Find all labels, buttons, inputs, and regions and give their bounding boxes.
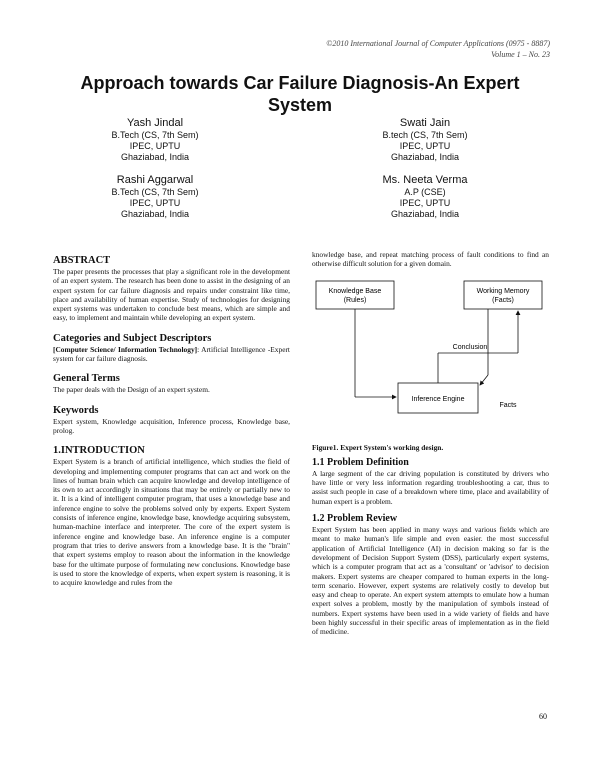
knowledge-base-box (316, 281, 394, 309)
author-block-3 (65, 173, 245, 220)
author-affil-3: Ghaziabad, India (120, 209, 190, 219)
categories-rest: : Artificial Intelligence -Expert system for car failure diagnosis. (53, 344, 290, 364)
page-number: 60 (539, 712, 547, 721)
keywords-heading: Keywords (53, 404, 99, 416)
facts-arrow (480, 375, 488, 385)
general-terms-heading: General Terms (53, 373, 120, 385)
author-block-1 (65, 116, 245, 163)
intro-continued-text: knowledge base, and repeat matching process of fault conditions to find an otherwise difficult solution for a given domain. (312, 250, 549, 269)
author-name: Ms. Neeta Verma (382, 174, 468, 186)
right-column (312, 250, 549, 637)
problem-definition-text: A large segment of the car driving population is constituted by drivers who have little or very less information regarding troubleshooting a car, thus to assist such people in case of a breakdown where time, place and availability of human expert is a problem. (312, 468, 549, 506)
author-affil-2: IPEC, UPTU (129, 198, 181, 208)
categories-bold: [Computer Science/ Information Technology] (53, 344, 198, 354)
author-affil-3: Ghaziabad, India (390, 152, 460, 162)
journal-header (326, 38, 550, 60)
author-affil-2: IPEC, UPTU (129, 141, 181, 151)
abstract-heading: ABSTRACT (53, 255, 111, 266)
knowledge-base-sublabel: (Rules) (343, 296, 367, 304)
paper-title (0, 72, 600, 116)
left-column (53, 254, 290, 587)
conclusion-label: Conclusion (452, 343, 488, 351)
keywords-text: Expert system, Knowledge acquisition, Inference process, Knowledge base, prolog. (53, 416, 290, 435)
author-affil-1: B.Tech (CS, 7th Sem) (111, 130, 199, 140)
working-memory-sublabel: (Facts) (492, 296, 514, 304)
author-affil-1: A.P (CSE) (404, 187, 446, 197)
author-block-4 (335, 173, 515, 220)
general-terms-text: The paper deals with the Design of an expert system. (53, 385, 210, 395)
problem-review-heading: 1.2 Problem Review (312, 513, 398, 525)
author-block-2 (335, 116, 515, 163)
title-line-2: System (267, 95, 333, 115)
intro-heading: 1.INTRODUCTION (53, 445, 145, 457)
facts-label: Facts (499, 401, 517, 409)
categories-text (53, 345, 290, 364)
author-affil-3: Ghaziabad, India (120, 152, 190, 162)
title-line-1: Approach towards Car Failure Diagnosis-An Expert (80, 73, 520, 93)
figure-caption: Figure1. Expert System's working design. (312, 442, 444, 452)
author-affil-1: B.Tech (CS, 7th Sem) (111, 187, 199, 197)
author-name: Rashi Aggarwal (116, 174, 194, 186)
expert-system-diagram (312, 275, 549, 435)
problem-review-text: Expert System has been applied in many ways and various fields which are meant to make human's life simple and even easier. the most successful application of Artificial Intelligence (AI) in decision making so far is the development of Decision Support System (DSS), particularly expert systems, which is a computer program that act as a 'consultant' or 'advisor' to decision makers. Expert systems are cheaper compared to human experts in the long-term scenario. However, expert systems are relatively costly to develop but easy and cheap to operate. An expert system attempts to emulate how a human expert solves a problem, mostly by the manipulation of symbols instead of numbers. Expert systems have been used in a wide variety of fields and have been highly successful in their specific areas of implementation as in the field of medicine. (312, 525, 549, 637)
working-memory-label: Working Memory (476, 287, 530, 295)
problem-definition-heading: 1.1 Problem Definition (312, 456, 409, 468)
inference-engine-label: Inference Engine (411, 395, 465, 403)
categories-heading: Categories and Subject Descriptors (53, 332, 212, 344)
volume-info: Volume 1 – No. 23 (491, 50, 550, 59)
abstract-text: The paper presents the processes that play a significant role in the development of an expert system. The research has been done to assist in the designing of an expert system for car failure diagnosis and repairs under constraint like time, place and availability of human expertise. Study of technologies for designing expert systems was undertaken to conclude best means, which are simple and easy, to implement and maintain while developing an expert system. (53, 267, 290, 323)
knowledge-base-label: Knowledge Base (328, 287, 382, 295)
author-affil-2: IPEC, UPTU (399, 198, 451, 208)
inference-engine-box (398, 383, 478, 413)
author-affil-1: B.tech (CS, 7th Sem) (382, 130, 468, 140)
author-name: Swati Jain (399, 117, 451, 129)
author-affil-2: IPEC, UPTU (399, 141, 451, 151)
working-memory-box (464, 281, 542, 309)
author-name: Yash Jindal (126, 117, 184, 129)
journal-name: ©2010 International Journal of Computer Applications (0975 - 8887) (326, 39, 550, 48)
author-affil-3: Ghaziabad, India (390, 209, 460, 219)
intro-text: Expert System is a branch of artificial intelligence, which studies the field of developing and implementing computer programs that can act and work on the lines of human brain which can acquire knowledge and develop intelligence of its own to act accordingly in situations that may be entirely or partially new to it. It is a kind of intelligent computer program, that uses a knowledge base and inference engine to solve the problems solved only by experts. Expert System consists of inference engine, knowledge base, knowledge acquiring subsystem, human-machine interface and interpreter. The core of the expert system is inference engine and knowledge base. An inference engine is a computer program that tries to derive answers from a knowledge base. It is the "brain" that expert systems employ to reason about the information in the knowledge base for the ultimate purpose of formulating new conclusions. Knowledge base is used to store the knowledge of experts, when expert system is reasoning, it is to acquire knowledge and rules from the (53, 457, 290, 588)
